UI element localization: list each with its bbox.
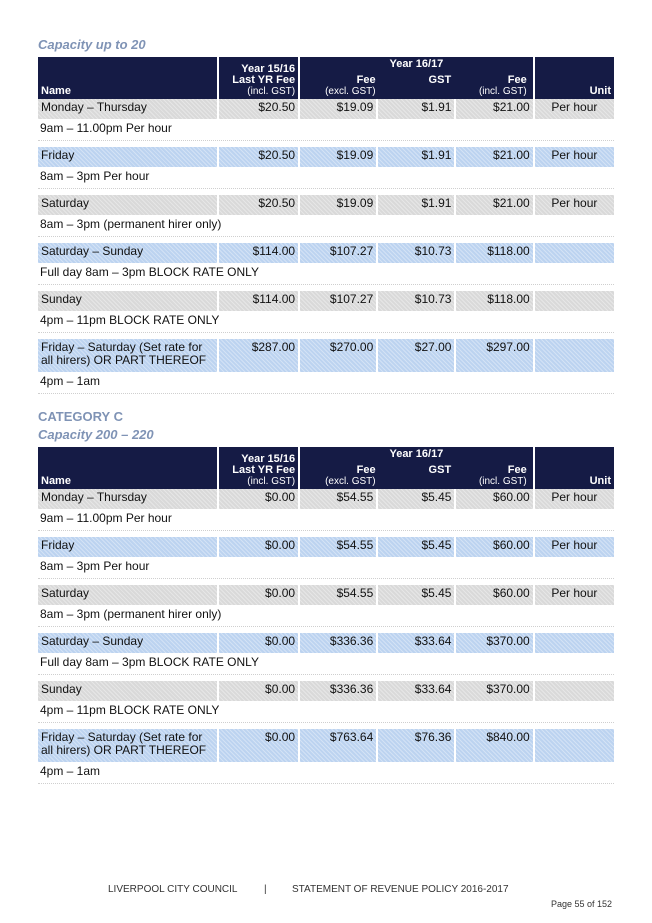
table-row-description — [38, 311, 614, 333]
table-row — [38, 633, 614, 653]
fee-name-cell: Saturday – Sunday — [38, 633, 217, 653]
time-description: Full day 8am – 3pm BLOCK RATE ONLY — [38, 653, 614, 675]
time-description: 4pm – 1am — [38, 372, 614, 394]
fee-incl-gst-cell: $297.00 — [456, 339, 532, 372]
unit-cell: Per hour — [535, 537, 614, 557]
fee-incl-gst-cell: $60.00 — [456, 537, 532, 557]
fee-name-cell: Friday – Saturday (Set rate for all hirers) OR PART THEREOF — [38, 339, 217, 372]
table-row-description — [38, 215, 614, 237]
gst-cell: $1.91 — [378, 195, 454, 215]
gst-cell: $10.73 — [378, 243, 454, 263]
last-year-fee-cell: $114.00 — [219, 243, 298, 263]
fee-table — [36, 57, 616, 394]
table-row — [38, 147, 614, 167]
table-row-description — [38, 372, 614, 394]
fee-name-cell: Saturday — [38, 195, 217, 215]
table-row-description — [38, 605, 614, 627]
fee-name-cell: Friday – Saturday (Set rate for all hirers) OR PART THEREOF — [38, 729, 217, 762]
fee-incl-gst-cell: $840.00 — [456, 729, 532, 762]
capacity-heading: Capacity 200 – 220 — [38, 427, 154, 442]
header-unit: Unit — [535, 447, 614, 489]
last-year-fee-cell: $287.00 — [219, 339, 298, 372]
gst-cell: $76.36 — [378, 729, 454, 762]
last-year-fee-cell: $20.50 — [219, 147, 298, 167]
header-gst: GST — [428, 74, 452, 86]
table-row-description — [38, 762, 614, 784]
fee-excl-gst-cell: $336.36 — [300, 681, 376, 701]
header-name: Name — [38, 57, 217, 99]
header-year-1617-group: Year 16/17 Fee (excl. GST) GST Fee (incl. GST) — [300, 447, 533, 489]
fee-excl-gst-cell: $54.55 — [300, 537, 376, 557]
fee-incl-gst-cell: $118.00 — [456, 291, 532, 311]
table-row — [38, 99, 614, 119]
header-last-year-fee: Year 15/16 Last YR Fee (incl. GST) — [219, 447, 298, 489]
table-row-description — [38, 263, 614, 285]
fee-excl-gst-cell: $19.09 — [300, 99, 376, 119]
unit-cell: Per hour — [535, 489, 614, 509]
fee-name-cell: Sunday — [38, 681, 217, 701]
page-number: Page 55 of 152 — [550, 899, 612, 909]
fee-name-cell: Friday — [38, 147, 217, 167]
time-description: 4pm – 11pm BLOCK RATE ONLY — [38, 311, 614, 333]
table-row — [38, 681, 614, 701]
time-description: 8am – 3pm (permanent hirer only) — [38, 215, 614, 237]
fee-name-cell: Saturday – Sunday — [38, 243, 217, 263]
table-row-description — [38, 653, 614, 675]
time-description: Full day 8am – 3pm BLOCK RATE ONLY — [38, 263, 614, 285]
gst-cell: $10.73 — [378, 291, 454, 311]
last-year-fee-cell: $20.50 — [219, 195, 298, 215]
header-fee-excl: Fee (excl. GST) — [325, 464, 376, 487]
category-heading: CATEGORY C — [38, 409, 123, 424]
fee-excl-gst-cell: $54.55 — [300, 585, 376, 605]
unit-cell — [535, 339, 614, 372]
fee-excl-gst-cell: $107.27 — [300, 291, 376, 311]
fee-excl-gst-cell: $763.64 — [300, 729, 376, 762]
header-year-1617-group: Year 16/17 Fee (excl. GST) GST Fee (incl. GST) — [300, 57, 533, 99]
last-year-fee-cell: $114.00 — [219, 291, 298, 311]
table-row — [38, 243, 614, 263]
header-unit: Unit — [535, 57, 614, 99]
time-description: 8am – 3pm Per hour — [38, 557, 614, 579]
table-row — [38, 489, 614, 509]
fee-table — [36, 447, 616, 784]
time-description: 8am – 3pm Per hour — [38, 167, 614, 189]
gst-cell: $33.64 — [378, 681, 454, 701]
unit-cell: Per hour — [535, 585, 614, 605]
table-row — [38, 291, 614, 311]
time-description: 9am – 11.00pm Per hour — [38, 509, 614, 531]
table-header-row — [38, 447, 614, 489]
fee-excl-gst-cell: $54.55 — [300, 489, 376, 509]
gst-cell: $27.00 — [378, 339, 454, 372]
fee-incl-gst-cell: $370.00 — [456, 681, 532, 701]
header-last-year-fee: Year 15/16 Last YR Fee (incl. GST) — [219, 57, 298, 99]
capacity-heading: Capacity up to 20 — [38, 37, 146, 52]
unit-cell — [535, 681, 614, 701]
unit-cell: Per hour — [535, 195, 614, 215]
header-fee-excl: Fee (excl. GST) — [325, 74, 376, 97]
fee-incl-gst-cell: $21.00 — [456, 147, 532, 167]
header-fee-incl: Fee (incl. GST) — [478, 74, 527, 97]
fee-excl-gst-cell: $19.09 — [300, 147, 376, 167]
table-row — [38, 339, 614, 372]
footer-separator: | — [264, 884, 267, 895]
table-row — [38, 585, 614, 605]
time-description: 4pm – 1am — [38, 762, 614, 784]
table-row-description — [38, 167, 614, 189]
unit-cell: Per hour — [535, 99, 614, 119]
fee-name-cell: Monday – Thursday — [38, 489, 217, 509]
unit-cell — [535, 291, 614, 311]
fee-excl-gst-cell: $107.27 — [300, 243, 376, 263]
fee-incl-gst-cell: $60.00 — [456, 585, 532, 605]
gst-cell: $5.45 — [378, 537, 454, 557]
table-row-description — [38, 557, 614, 579]
unit-cell — [535, 729, 614, 762]
table-row — [38, 195, 614, 215]
gst-cell: $1.91 — [378, 99, 454, 119]
footer-organisation: LIVERPOOL CITY COUNCIL — [108, 884, 238, 895]
fee-name-cell: Friday — [38, 537, 217, 557]
last-year-fee-cell: $0.00 — [219, 681, 298, 701]
fee-incl-gst-cell: $21.00 — [456, 99, 532, 119]
time-description: 4pm – 11pm BLOCK RATE ONLY — [38, 701, 614, 723]
fee-excl-gst-cell: $336.36 — [300, 633, 376, 653]
table-row-description — [38, 509, 614, 531]
last-year-fee-cell: $0.00 — [219, 537, 298, 557]
header-gst: GST — [428, 464, 452, 476]
table-row — [38, 729, 614, 762]
fee-incl-gst-cell: $370.00 — [456, 633, 532, 653]
fee-incl-gst-cell: $60.00 — [456, 489, 532, 509]
last-year-fee-cell: $0.00 — [219, 729, 298, 762]
table-row-description — [38, 701, 614, 723]
fee-incl-gst-cell: $21.00 — [456, 195, 532, 215]
fee-name-cell: Saturday — [38, 585, 217, 605]
last-year-fee-cell: $0.00 — [219, 633, 298, 653]
fee-excl-gst-cell: $270.00 — [300, 339, 376, 372]
footer-document-title: STATEMENT OF REVENUE POLICY 2016-2017 — [292, 884, 509, 895]
unit-cell — [535, 243, 614, 263]
last-year-fee-cell: $0.00 — [219, 489, 298, 509]
header-fee-incl: Fee (incl. GST) — [478, 464, 527, 487]
time-description: 8am – 3pm (permanent hirer only) — [38, 605, 614, 627]
time-description: 9am – 11.00pm Per hour — [38, 119, 614, 141]
document-page — [38, 36, 614, 784]
gst-cell: $33.64 — [378, 633, 454, 653]
fee-name-cell: Sunday — [38, 291, 217, 311]
last-year-fee-cell: $0.00 — [219, 585, 298, 605]
unit-cell — [535, 633, 614, 653]
gst-cell: $5.45 — [378, 489, 454, 509]
gst-cell: $5.45 — [378, 585, 454, 605]
header-name: Name — [38, 447, 217, 489]
table-header-row — [38, 57, 614, 99]
table-row-description — [38, 119, 614, 141]
fee-incl-gst-cell: $118.00 — [456, 243, 532, 263]
gst-cell: $1.91 — [378, 147, 454, 167]
fee-excl-gst-cell: $19.09 — [300, 195, 376, 215]
last-year-fee-cell: $20.50 — [219, 99, 298, 119]
table-row — [38, 537, 614, 557]
unit-cell: Per hour — [535, 147, 614, 167]
fee-name-cell: Monday – Thursday — [38, 99, 217, 119]
